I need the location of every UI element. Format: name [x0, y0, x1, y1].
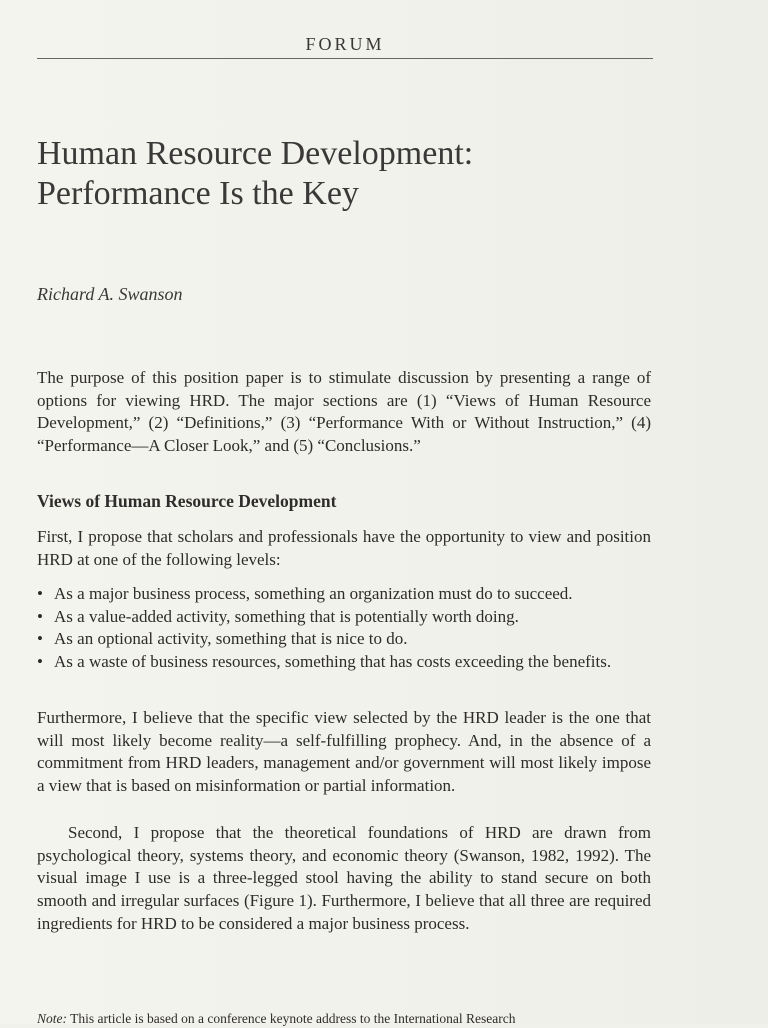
- section-heading: Views of Human Resource Development: [37, 491, 337, 511]
- title-line-1: Human Resource Development:: [37, 135, 474, 172]
- intro-paragraph: First, I propose that scholars and professionals have the opportunity to view and position HRD at one of the following levels:: [37, 527, 651, 569]
- bullet-icon: •: [37, 629, 43, 649]
- list-item: [37, 628, 651, 651]
- header-divider: [37, 58, 653, 59]
- note-label: Note:: [37, 1011, 67, 1026]
- forum-header: FORUM: [305, 34, 385, 54]
- bullet-icon: •: [37, 584, 43, 603]
- list-item: [37, 651, 651, 674]
- author-name: Richard A. Swanson: [37, 284, 183, 304]
- levels-list: [37, 583, 651, 674]
- body-paragraph-4: Second, I propose that the theoretical foundations of HRD are drawn from psychological theory, systems theory, and economic theory (Swanson, 1982, 1992). The visual image I use is a three-legged stool having the ability to stand secure on both smooth and irregular surfaces (Figure 1). Furthermore, I believe that all three are required ingredients for HRD to be considered a major business process.: [37, 823, 651, 933]
- list-item-text: As a major business process, something an organization must do to succeed.: [54, 584, 573, 603]
- footnote: [37, 1010, 651, 1028]
- abstract-paragraph: The purpose of this position paper is to stimulate discussion by presenting a range of options for viewing HRD. The major sections are (1) “Views of Human Resource Development,” (2) “Definitions,” (3) “Performance With or Without Instruction,” (4) “Performance—A Closer Look,” and (5) “Conclusions.”: [37, 368, 651, 456]
- bullet-icon: •: [37, 652, 43, 672]
- article-title: [37, 134, 677, 214]
- list-item-text: As a value-added activity, something that is potentially worth doing.: [54, 606, 519, 626]
- bullet-icon: •: [37, 606, 43, 626]
- list-item: [37, 606, 651, 629]
- body-paragraph-3: Furthermore, I believe that the specific view selected by the HRD leader is the one that will most likely become reality—a self-fulfilling prophecy. And, in the absence of a commitment from HRD leaders, management and/or government will most likely impose a view that is based on misinformation or partial information.: [37, 708, 651, 796]
- list-item: [37, 583, 651, 606]
- list-item-text: As an optional activity, something that is nice to do.: [54, 629, 408, 649]
- note-text: This article is based on a conference keynote address to the International Research: [70, 1011, 516, 1026]
- title-line-2: Performance Is the Key: [37, 175, 359, 212]
- list-item-text: As a waste of business resources, something that has costs exceeding the benefits.: [54, 652, 612, 672]
